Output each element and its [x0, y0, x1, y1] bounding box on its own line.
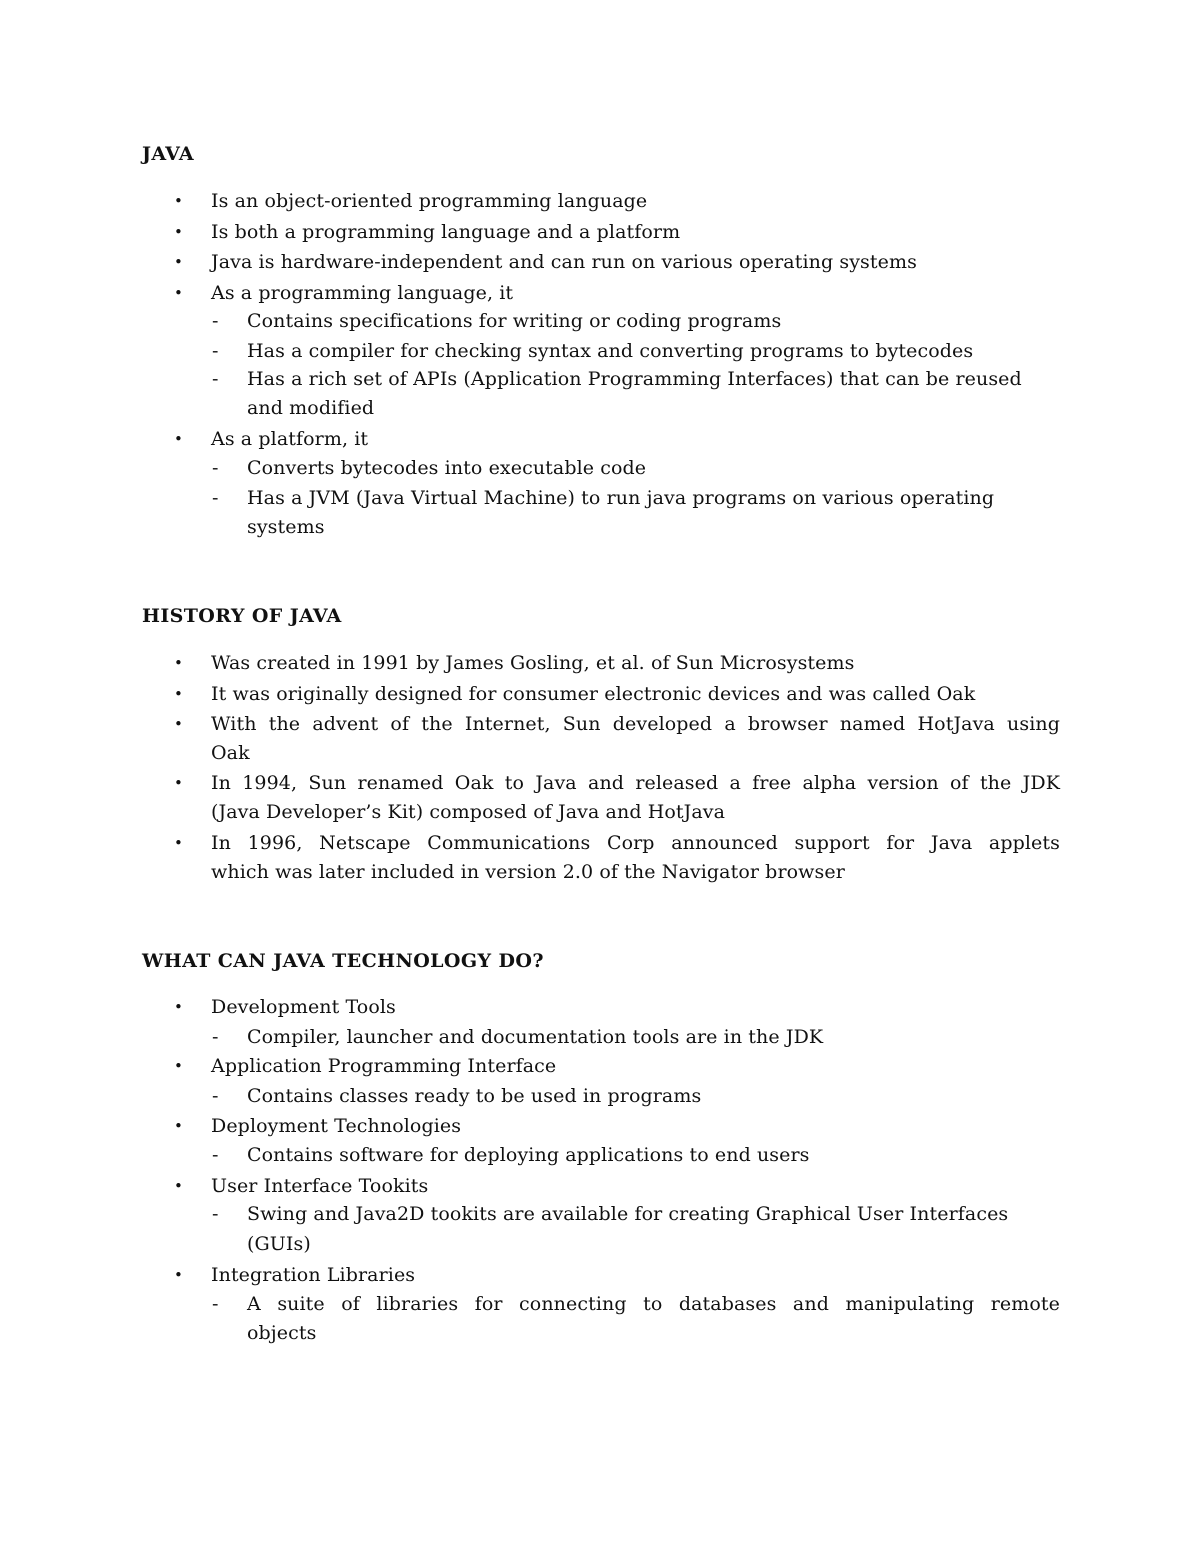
list-item: In 1994, Sun renamed Oak to Java and released a free alpha version of the JDK	[211, 772, 1060, 794]
section-title-history: HISTORY OF JAVA	[142, 605, 342, 627]
sub-list-item-continuation: and modified	[247, 397, 375, 419]
list-item: Was created in 1991 by James Gosling, et al. of Sun Microsystems	[211, 652, 855, 674]
bullet-marker: •	[174, 430, 183, 448]
sub-list-item: Has a compiler for checking syntax and converting programs to bytecodes	[247, 340, 974, 362]
sub-list-item-continuation: (GUIs)	[247, 1233, 311, 1255]
bullet-marker: •	[174, 654, 183, 672]
dash-marker: -	[212, 1293, 219, 1315]
bullet-marker: •	[174, 223, 183, 241]
sub-list-item: Has a rich set of APIs (Application Programming Interfaces) that can be reused	[247, 368, 1022, 390]
bullet-marker: •	[174, 284, 183, 302]
bullet-marker: •	[174, 192, 183, 210]
list-item-continuation: Oak	[211, 742, 250, 764]
sub-list-item: Contains classes ready to be used in programs	[247, 1085, 702, 1107]
sub-list-item: A suite of libraries for connecting to databases and manipulating remote	[247, 1293, 1060, 1315]
sub-list-item-continuation: objects	[247, 1322, 317, 1344]
bullet-marker: •	[174, 774, 183, 792]
bullet-marker: •	[174, 998, 183, 1016]
list-item: User Interface Tookits	[211, 1175, 429, 1197]
section-title-java: JAVA	[142, 143, 194, 165]
list-item: In 1996, Netscape Communications Corp announced support for Java applets	[211, 832, 1060, 854]
bullet-marker: •	[174, 1177, 183, 1195]
list-item-continuation: which was later included in version 2.0 of the Navigator browser	[211, 861, 845, 883]
section-title-what-can-java-do: WHAT CAN JAVA TECHNOLOGY DO?	[142, 950, 544, 972]
bullet-marker: •	[174, 1266, 183, 1284]
sub-list-item-continuation: systems	[247, 516, 325, 538]
list-item: As a platform, it	[211, 428, 369, 450]
dash-marker: -	[212, 1203, 219, 1225]
sub-list-item: Contains specifications for writing or coding programs	[247, 310, 782, 332]
dash-marker: -	[212, 1144, 219, 1166]
dash-marker: -	[212, 368, 219, 390]
list-item: Development Tools	[211, 996, 396, 1018]
list-item: Application Programming Interface	[211, 1055, 557, 1077]
bullet-marker: •	[174, 685, 183, 703]
sub-list-item: Converts bytecodes into executable code	[247, 457, 647, 479]
sub-list-item: Swing and Java2D tookits are available for creating Graphical User Interfaces	[247, 1203, 1009, 1225]
bullet-marker: •	[174, 834, 183, 852]
list-item-continuation: (Java Developer’s Kit) composed of Java and HotJava	[211, 801, 726, 823]
list-item: With the advent of the Internet, Sun developed a browser named HotJava using	[211, 713, 1060, 735]
dash-marker: -	[212, 1085, 219, 1107]
list-item: Deployment Technologies	[211, 1115, 462, 1137]
dash-marker: -	[212, 1026, 219, 1048]
dash-marker: -	[212, 340, 219, 362]
dash-marker: -	[212, 310, 219, 332]
bullet-marker: •	[174, 253, 183, 271]
list-item: Is an object-oriented programming language	[211, 190, 648, 212]
list-item: Java is hardware-independent and can run on various operating systems	[211, 251, 917, 273]
bullet-marker: •	[174, 715, 183, 733]
dash-marker: -	[212, 457, 219, 479]
list-item: Is both a programming language and a platform	[211, 221, 681, 243]
bullet-marker: •	[174, 1117, 183, 1135]
list-item: Integration Libraries	[211, 1264, 416, 1286]
sub-list-item: Compiler, launcher and documentation tools are in the JDK	[247, 1026, 824, 1048]
list-item: As a programming language, it	[211, 282, 514, 304]
sub-list-item: Contains software for deploying applications to end users	[247, 1144, 810, 1166]
bullet-marker: •	[174, 1057, 183, 1075]
sub-list-item: Has a JVM (Java Virtual Machine) to run java programs on various operating	[247, 487, 995, 509]
dash-marker: -	[212, 487, 219, 509]
list-item: It was originally designed for consumer electronic devices and was called Oak	[211, 683, 976, 705]
